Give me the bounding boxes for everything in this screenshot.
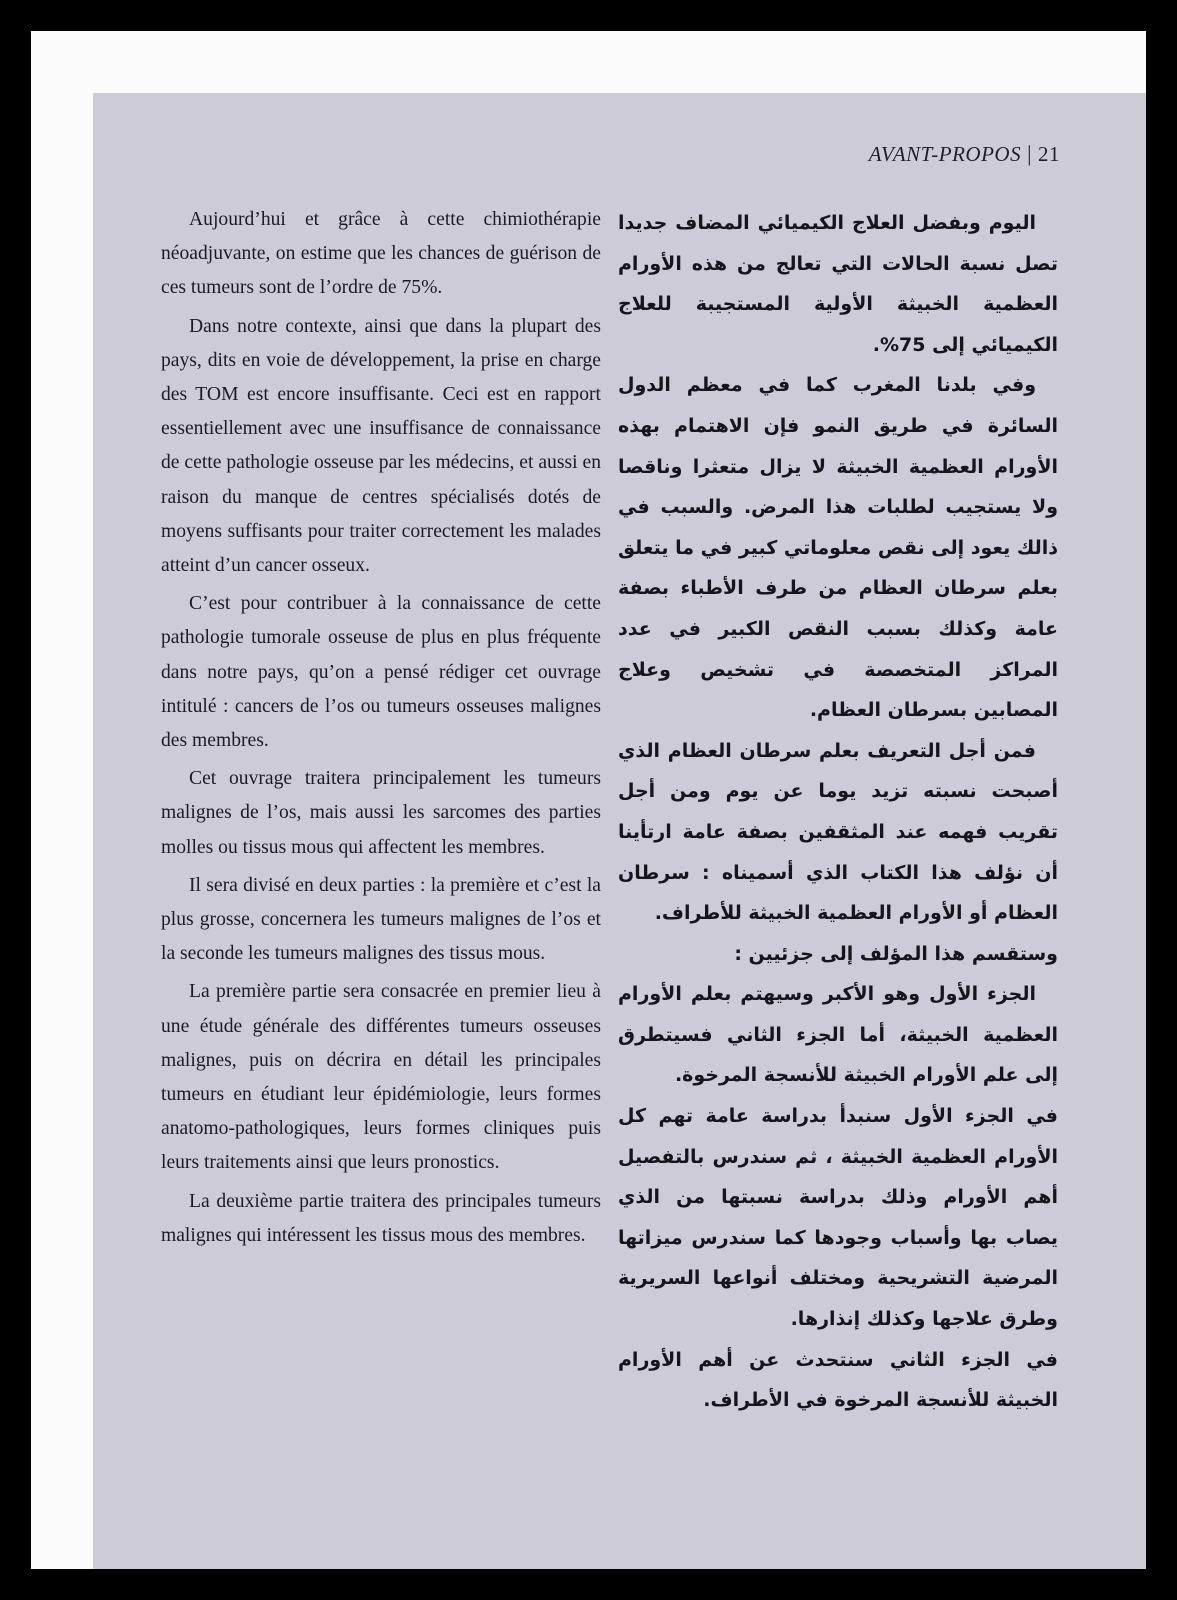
french-paragraph: C’est pour contribuer à la connaissance de cette pathologie tumorale osseuse de plus en plus fréquente dans notre pays, qu’on a pensé rédiger cet ouvrage intitulé : cancers de l’os ou tumeurs osseuses malignes des membres. xyxy=(161,593,601,752)
arabic-paragraph: وفي بلدنا المغرب كما في معظم الدول السائرة في طريق النمو فإن الاهتمام بهذه الأورام العظمية الخبيثة لا يزال متعثرا وناقصا ولا يستجيب لطلبات هذا المرض. والسبب في ذالك يعود إلى نقص معلوماتي كبير في ما يتعلق بعلم سرطان العظام من طرف الأطباء بصفة عامة وكذلك بسبب النقص الكبير في عدد المراكز المتخصصة في تشخيص وعلاج المصابين بسرطان العظام. xyxy=(618,374,1058,722)
arabic-paragraph: في الجزء الأول سنبدأ بدراسة عامة تهم كل الأورام العظمية الخبيثة ، ثم سندرس بالتفصيل أهم الأورام وذلك بدراسة نسبتها من الذي يصاب بها وأسباب وجودها كما سندرس ميزاتها المرضية التشريحية ومختلف أنواعها السريرية وطرق علاجها وكذلك إنذارها. xyxy=(618,1105,1058,1331)
running-header xyxy=(869,141,1060,167)
header-separator: | xyxy=(1027,141,1032,166)
arabic-paragraph: في الجزء الثاني سنتحدث عن أهم الأورام الخبيثة للأنسجة المرخوة في الأطراف. xyxy=(618,1348,1058,1412)
french-paragraph: Aujourd’hui et grâce à cette chimiothérapie néoadjuvante, on estime que les chances de guérison de ces tumeurs sont de l’ordre de 75%. xyxy=(161,209,601,299)
arabic-paragraph: فمن أجل التعريف بعلم سرطان العظام الذي أصبحت نسبته تزيد يوما عن يوم ومن أجل تقريب فهمه عند المثقفين بصفة عامة ارتأينا أن نؤلف هذا الكتاب الذي أسميناه : سرطان العظام أو الأورام العظمية الخبيثة للأطراف. xyxy=(618,739,1058,925)
french-paragraph: Dans notre contexte, ainsi que dans la plupart des pays, dits en voie de développement, la prise en charge des TOM est encore insuffisante. Ceci est en rapport essentiellement avec une insuffisance de connaissance de cette pathologie osseuse par les médecins, et aussi en raison du manque de centres spécialisés dotés de moyens suffisants pour traiter correctement les malades atteint d’un cancer osseux. xyxy=(161,315,601,577)
photo-border xyxy=(31,31,1146,1569)
french-paragraph: Cet ouvrage traitera principalement les tumeurs malignes de l’os, mais aussi les sarcomes des parties molles ou tissus mous qui affectent les membres. xyxy=(161,768,601,858)
book-page xyxy=(93,93,1146,1569)
arabic-paragraph: اليوم وبفضل العلاج الكيميائي المضاف جديدا تصل نسبة الحالات التي تعالج من هذه الأورام العظمية الخبيثة الأولية المستجيبة للعلاج الكيميائي إلى 75%. xyxy=(618,212,1058,356)
french-paragraph: La première partie sera consacrée en premier lieu à une étude générale des différentes tumeurs osseuses malignes, puis on décrira en détail les principales tumeurs en étudiant leur épidémiologie, leurs formes anatomo-pathologiques, leurs formes cliniques puis leurs traitements ainsi que leurs pronostics. xyxy=(161,981,601,1174)
arabic-paragraph: الجزء الأول وهو الأكبر وسيهتم بعلم الأورام العظمية الخبيثة، أما الجزء الثاني فسيتطرق إلى علم الأورام الخبيثة للأنسجة المرخوة. xyxy=(618,983,1058,1087)
arabic-paragraph: وستقسم هذا المؤلف إلى جزئيين : xyxy=(734,942,1058,965)
french-paragraph: Il sera divisé en deux parties : la première et c’est la plus grosse, concernera les tumeurs malignes de l’os et la seconde les tumeurs malignes des tissus mous. xyxy=(161,874,601,965)
french-column xyxy=(161,203,601,1253)
page-number: 21 xyxy=(1038,141,1060,166)
header-title: AVANT-PROPOS xyxy=(868,141,1022,166)
arabic-column xyxy=(618,203,1058,1421)
french-paragraph: La deuxième partie traitera des principales tumeurs malignes qui intéressent les tissus mous des membres. xyxy=(161,1190,601,1246)
